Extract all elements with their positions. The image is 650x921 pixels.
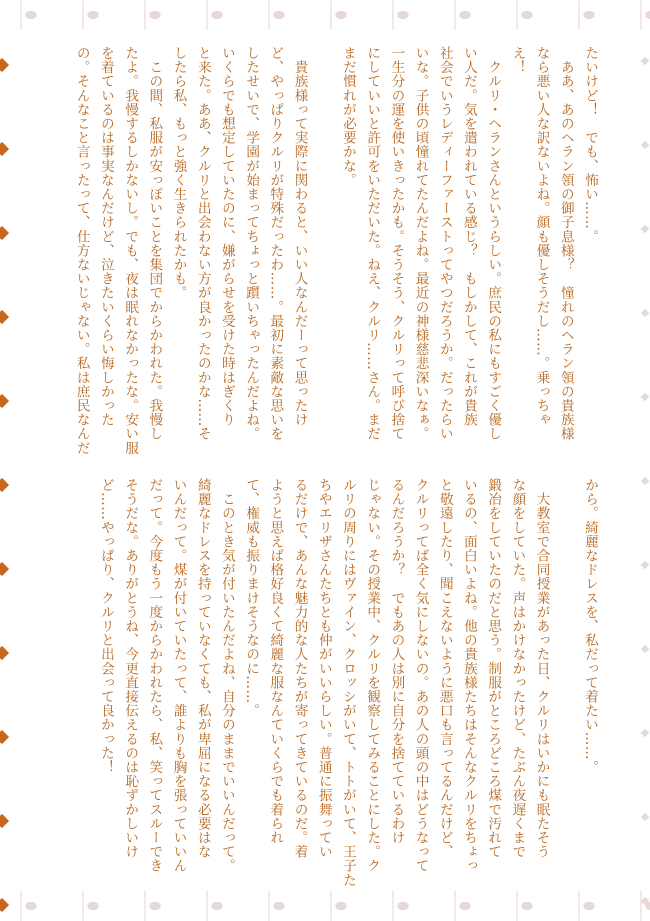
text-line: たいけど！ でも、怖い……。 (582, 46, 598, 244)
text-line: いんだって。煤が付いていたって、誰よりも胸を張っていいん (170, 478, 187, 873)
text-line: 綺麗なドレスを持っていなくても、私が卑屈になる必要はな (194, 478, 211, 859)
text-line: クルリ・ヘランさんというらしい。庶民の私にもすごく優し (485, 46, 502, 441)
text-line: から。綺麗なドレスを、私だって着たい……。 (582, 478, 598, 775)
text-line: なら悪い人な訳ないよね。顔も優しそうだし……。乗っちゃ (533, 46, 550, 427)
upper-text-block (70, 46, 602, 456)
text-line: るんだろうか？ でもあの人は別に自分を捨てているわけ (388, 478, 405, 845)
text-line: このとき気が付いたんだよね、自分のままでいいんだって。 (218, 478, 235, 873)
text-line: て、権威も振りまけそうなのに……。 (243, 478, 260, 718)
text-line: ああ、あのヘラン領の御子息様？ 憧れのヘラン領の貴族様 (557, 46, 574, 441)
text-line: 鍛冶をしていたのだと思う。制服がところどころ煤で汚れて (485, 478, 502, 859)
text-line: いくらでも想定していたのに、嫌がらせを受けた時はぎくり (218, 46, 235, 427)
right-margin-ornaments (636, 40, 650, 881)
diamond-ornament-icon (0, 562, 9, 576)
text-line: 貴族様って実際に関わると、いい人なんだーって思ったけ (291, 46, 308, 427)
diamond-ornament-icon (641, 813, 649, 821)
diamond-ornament-icon (0, 478, 9, 492)
diamond-ornament-icon (0, 730, 9, 744)
diamond-ornament-icon (641, 561, 649, 569)
text-line: 一生分の運を使いきったかも。そうそう、クルリって呼び捨て (388, 46, 405, 441)
diamond-ornament-icon (641, 141, 649, 149)
text-line: したせいで、学園が始まってちょっと躓いちゃったんだよね。 (243, 46, 260, 441)
diamond-ornament-icon (0, 310, 9, 324)
text-line: の。そんなこと言ったって、仕方ないじゃない。私は庶民なんだ (73, 46, 90, 455)
text-line: い人だ。気を遣われている感じ？ もしかして、これが貴族 (460, 46, 477, 427)
diamond-ornament-icon (0, 142, 9, 156)
text-line: ど……やっぱり、クルリと出会って良かった！ (97, 478, 114, 775)
diamond-ornament-icon (641, 729, 649, 737)
text-line: ちやエリザさんたちとも仲がいいらしい。普通に振舞ってい (315, 478, 332, 859)
ornamental-border-bottom (0, 891, 650, 921)
text-line: いな。子供の頃憧れてたんだよね。最近の神様慈悲深いなぁ。 (412, 46, 429, 441)
text-line: だって。今度もう一度からかわれたら、私、笑ってスルーでき (146, 478, 163, 873)
text-line: な顔をしていた。声はかけなかったけど、たぶん夜遅くまで (509, 478, 526, 859)
text-line: るだけで、あんな魅力的な人たちが寄ってきているのだ。着 (291, 478, 308, 859)
text-line: したら私、もっと強く生きられたかも。 (170, 46, 187, 300)
text-line: と来た。ああ、クルリと出会わない方が良かったのかな……そ (194, 46, 211, 441)
ornamental-border-top (0, 0, 650, 30)
text-line: そうだな。ありがとうね、今更直接伝えるのは恥ずかしいけ (122, 478, 139, 859)
diamond-ornament-icon (641, 225, 649, 233)
text-line: じゃない。その授業中、クルリを観察してみることにした。ク (364, 478, 381, 873)
text-line: いるの、面白いよね。他の貴族様たちはそんなクルリをちょっ (460, 478, 477, 873)
diamond-ornament-icon (0, 58, 9, 72)
left-margin-ornaments (0, 40, 14, 881)
text-line: 大教室で合同授業があった日、クルリはいかにも眠たそう (533, 478, 550, 859)
lower-text-block (94, 478, 602, 887)
text-line: ルリの周りにはヴァイン、クロッシがいて、トトがいて、王子た (339, 478, 356, 887)
text-line: と敬遠したり、聞こえないように悪口も言ってるんだけど、 (436, 478, 453, 859)
diamond-ornament-icon (641, 393, 649, 401)
text-line (554, 478, 578, 883)
diamond-ornament-icon (641, 309, 649, 317)
diamond-ornament-icon (0, 646, 9, 660)
diamond-ornament-icon (641, 477, 649, 485)
text-line: たよ。我慢するしかないし。でも、夜は眠れなかったな。安い服 (122, 46, 139, 455)
text-line: この間、私服が安っぽいことを集団でからかわれた。我慢し (146, 46, 163, 441)
diamond-ornament-icon (641, 57, 649, 65)
diamond-ornament-icon (641, 645, 649, 653)
text-line: え！ (509, 46, 526, 75)
text-line: にしていいと許可をいただいた。ねえ、クルリ……さん。まだ (364, 46, 381, 441)
text-line (312, 46, 336, 456)
text-line: 社会でいうレディーファーストってやつだろうか。だったらい (436, 46, 453, 441)
text-line: クルリってば全く気にしないの。あの人の頭の中はどうなって (412, 478, 429, 873)
diamond-ornament-icon (0, 226, 9, 240)
text-line: まだ慣れが必要かな。 (339, 46, 356, 187)
text-line: を着ているのは事実なんだけど、泣きたいくらい悔しかった (97, 46, 114, 427)
text-line: ようと思えば格好良くて綺麗な服なんていくらでも着られ (267, 478, 284, 845)
diamond-ornament-icon (0, 394, 9, 408)
text-line: ど、やっぱりクルリが特殊だったわ……。最初に素敵な思いを (267, 46, 284, 441)
diamond-ornament-icon (0, 814, 9, 828)
